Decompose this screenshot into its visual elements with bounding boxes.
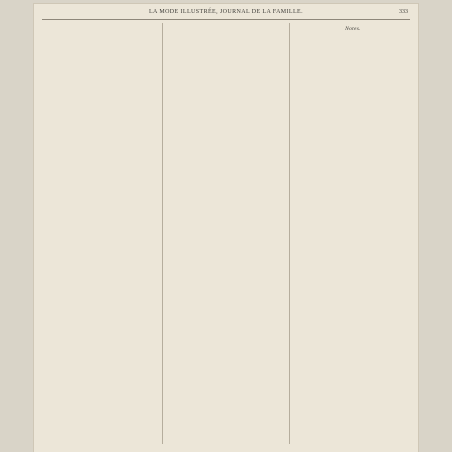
- section-heading: Notes.: [345, 26, 361, 32]
- text-column-3: [296, 23, 410, 444]
- column-divider: [162, 23, 163, 444]
- text-column-2: [169, 23, 283, 444]
- running-title: LA MODE ILLUSTRÉE, JOURNAL DE LA FAMILLE.: [148, 9, 304, 15]
- page-number: 333: [399, 9, 408, 15]
- header-rule: [42, 19, 410, 20]
- magazine-page: [34, 4, 418, 452]
- column-divider: [289, 23, 290, 444]
- text-column-1: [42, 23, 156, 444]
